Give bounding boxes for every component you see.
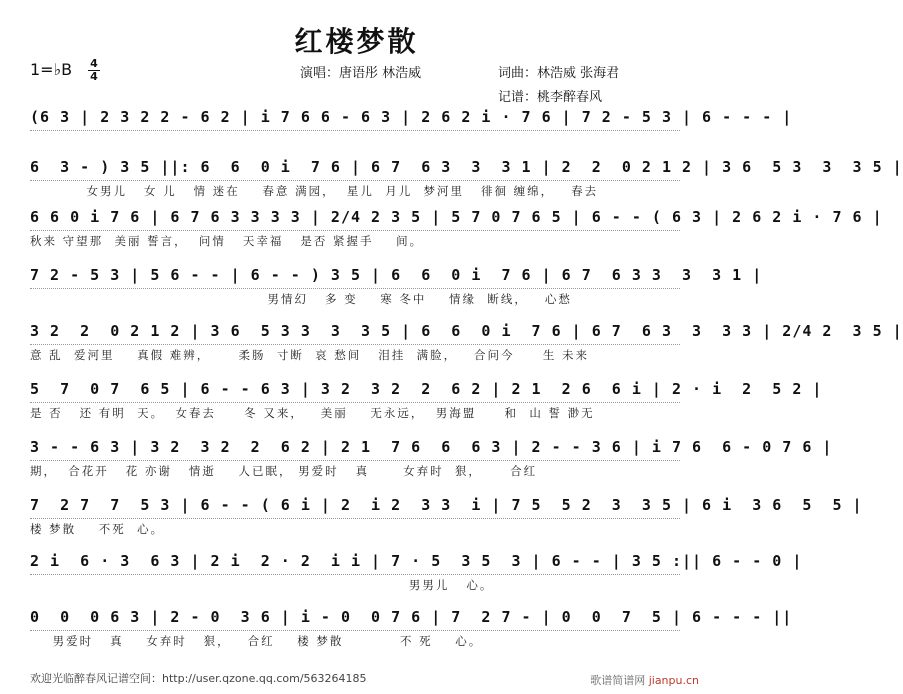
lyrics-line: 楼 梦散 不死 心。 [30, 522, 165, 536]
score-title: 红楼梦散 [294, 25, 419, 58]
notation-line: 7 2 7 7 5 3 | 6 - - ( 6 i | 2 i 2 3 3 i | 7 5 5 2 3 3 5 | 6 i 3 6 5 5 | [30, 496, 680, 519]
lyrics-line: 女男儿 女 儿 情 迷在 春意 满园， 星儿 月儿 梦河里 徘徊 缠绵， 春去 [30, 184, 599, 198]
composers-credit: 词曲：林浩威 张海君 [498, 66, 620, 81]
notation-line: 6 3 - ) 3 5 ||: 6 6 0 i 7 6 | 6 7 6 3 3 3 1 | 2 2 0 2 1 2 | 3 6 5 3 3 3 5 | [30, 158, 680, 181]
watermark-site-url: jianpu.cn [648, 674, 699, 687]
score-line [30, 608, 793, 650]
notation-line: (6 3 | 2 3 2 2 - 6 2 | i 7 6 6 - 6 3 | 2 6 2 i · 7 6 | 7 2 - 5 3 | 6 - - - | [30, 108, 680, 131]
lyrics-line: 是 否 还 有明 天。 女春去 冬 又来， 美丽 无永远， 男海盟 和 山 誓 渺无 [30, 406, 595, 420]
key-signature: 1=♭B [30, 60, 73, 79]
notation-line: 3 2 2 0 2 1 2 | 3 6 5 3 3 3 3 5 | 6 6 0 i 7 6 | 6 7 6 3 3 3 3 | 2/4 2 3 5 | [30, 322, 680, 345]
notation-line: 3 - - 6 3 | 3 2 3 2 2 6 2 | 2 1 7 6 6 6 3 | 2 - - 3 6 | i 7 6 6 - 0 7 6 | [30, 438, 680, 461]
notation-line: 5 7 0 7 6 5 | 6 - - 6 3 | 3 2 3 2 2 6 2 | 2 1 2 6 6 i | 2 · i 2 5 2 | [30, 380, 680, 403]
lyrics-line: 男情幻 多 变 寒 冬中 情缘 断线， 心愁 [30, 292, 572, 306]
time-signature [88, 59, 100, 82]
score-line [30, 108, 793, 150]
transcriber-credit: 记谱：桃李醉春风 [498, 90, 603, 105]
lyrics-line: 男爱时 真 女弃时 狠， 合红 楼 梦散 不 死 心。 [30, 634, 483, 648]
time-numerator: 4 [90, 57, 98, 70]
site-watermark [590, 672, 699, 688]
watermark-site-name: 歌谱简谱网 [590, 674, 646, 687]
time-denominator: 4 [88, 70, 100, 82]
notation-line: 0 0 0 6 3 | 2 - 0 3 6 | i - 0 0 7 6 | 7 2 7 - | 0 0 7 5 | 6 - - - || [30, 608, 680, 631]
footer-credit: 欢迎光临醉春风记谱空间：http://user.qzone.qq.com/563264185 [30, 672, 367, 685]
score-line [30, 322, 903, 364]
notation-line: 7 2 - 5 3 | 5 6 - - | 6 - - ) 3 5 | 6 6 0 i 7 6 | 6 7 6 3 3 3 3 1 | [30, 266, 680, 289]
score-line [30, 496, 863, 538]
notation-line: 2 i 6 · 3 6 3 | 2 i 2 · 2 i i | 7 · 5 3 5 3 | 6 - - | 3 5 :|| 6 - - 0 | [30, 552, 680, 575]
lyrics-line: 男男儿 心。 [30, 578, 494, 592]
score-line [30, 380, 823, 422]
singers-credit: 演唱：唐语彤 林浩威 [300, 66, 422, 81]
lyrics-line [30, 133, 680, 150]
score-line [30, 438, 833, 480]
score-line [30, 158, 903, 200]
lyrics-line: 秋来 守望那 美丽 誓言， 问情 天幸福 是否 紧握手 间。 [30, 234, 424, 248]
notation-line: 6 6 0 i 7 6 | 6 7 6 3 3 3 3 | 2/4 2 3 5 | 5 7 0 7 6 5 | 6 - - ( 6 3 | 2 6 2 i · 7 6 | [30, 208, 680, 231]
lyrics-line: 期， 合花开 花 亦谢 情逝 人已眠， 男爱时 真 女弃时 狠， 合红 [30, 464, 538, 478]
score-line [30, 266, 763, 308]
lyrics-line: 意 乱 爱河里 真假 难辨， 柔肠 寸断 哀 愁间 泪挂 满脸， 合问今 生 未来 [30, 348, 589, 362]
score-line [30, 552, 803, 594]
score-line [30, 208, 883, 250]
